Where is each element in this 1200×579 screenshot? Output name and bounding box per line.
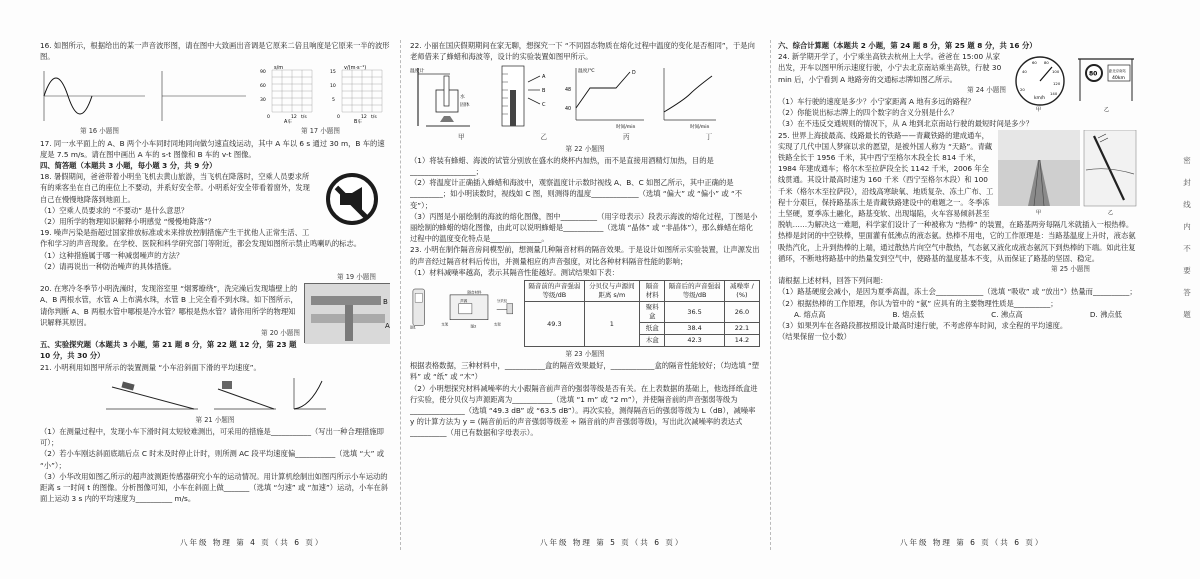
- svg-text:80: 80: [1044, 60, 1049, 66]
- page-4-column: [40, 40, 390, 550]
- question-24-1: （1）车行驶的速度是多少？小宁家距离 A 地有多远的路程？: [778, 97, 975, 107]
- figure-row-16-17: [40, 64, 390, 124]
- question-23-3: （2）小明想探究材料减噪率的大小跟隔音前声音的强弱等级是否有关。在上表数据的基础上，他选择纸盒进行实验，使分贝仪与声源距离为___________（选填 “1 m” 或 “2 m”），并使隔音前的声音强弱等级为_______________（选填 “49.3 dB” 或 “63.5 dB”）。再次实验，测得隔音后的强弱等级为 L（dB），减噪率 y 的计算方法为 y = (隔音前后的声音强弱等级差 ÷ 隔音前的声音强弱等级)，写出此次减噪率的表达式__________（用已有数据和字母表示）。: [410, 383, 758, 438]
- no-horn-sign: [326, 173, 378, 225]
- svg-text:40: 40: [565, 107, 572, 113]
- svg-text:A: A: [385, 322, 390, 331]
- svg-text:t/s: t/s: [301, 115, 307, 121]
- svg-text:120: 120: [1053, 81, 1061, 87]
- svg-text:距北京南站: 距北京南站: [1109, 69, 1126, 74]
- figure-24: [1010, 51, 1138, 113]
- question-25: 25. 世界上海拔最高、线路最长的铁路——青藏铁路的建成通车，实现了几代中国人梦寐以求的愿望，是被外国人称为 “天路”。青藏铁路全长于 1956 千米，其中西宁至格尔木段全长 814 千米，1984 年建成通车；格尔木至拉萨段全长 1142 千米，2006 年全线贯通。其设计最高时速为 160 千米（西宁至格尔木段）和 100 千米（格尔木至拉萨段），沿线高寒缺氧、地质复杂、冻土广布、工程十分艰巨，保持路基冻土是青藏铁路建设中的难题之一。冬季冻土坚硬，夏季冻土融化，路基变软、出现塌陷，火车容易倾斜甚至脱轨……为解决这一难题，科学家们设计了一种被称为 “热棒” 的装置，在路基两旁每隔几米就插入一根热棒。热棒是封闭的中空铁棒，里面灌有低沸点的液态氨。热棒不用电，它的工作原理是：当路基温度上升时，液态氨吸热汽化，上升到热棒的上端，通过散热片向空气中散热，气态氨又液化成液态氨沉下到热棒的下端。如此往复循环，不断地将路基中的热量发到空气中，使路基的温度基本不变，从而保证了路基的坚固、稳定。: [778, 130, 1136, 263]
- svg-text:0: 0: [337, 115, 340, 121]
- svg-text:km/h: km/h: [1034, 96, 1046, 102]
- svg-text:100: 100: [1052, 69, 1060, 75]
- question-20: 20. 在寒冷冬季节小明洗澡时，发现浴室里 “烟雾缭绕”，洗完澡后发现墙壁上的 A、B 两根水管，水管 A 上布满水珠，水管 B 上完全看不到水珠。如下图所示，请你判断 A、B 两根水管中哪根是冷水管？哪根是热水管？请你用所学的物理知识解释其原因。: [40, 284, 298, 327]
- question-23-2: 根据表格数据，三种材料中，___________盒的隔音效果最好，____________盒的隔音性能较好；（均选填 “塑料” 或 “纸” 或 “木”）: [410, 361, 760, 382]
- question-21-1: （1）在测量过程中，发现小车下滑时间太短较难测出，可采用的措施是___________（写出一种合理措施即可）；: [40, 427, 384, 448]
- section-4-heading: 四、简答题（本题共 3 小题，每小题 3 分，共 9 分）: [40, 161, 217, 171]
- soundproof-setup: [434, 280, 519, 336]
- question-18: 18. 暑假期间，爸爸带着小明坐飞机去黄山旅游，当飞机在降落时，空乘人员要求所有的乘客坐在自己的座位上不要动，并系好安全带。小明系好安全带看着窗外，发现自己在慢慢地降落到地面上。: [40, 172, 310, 204]
- question-22-1: （1）将装有蜂蜡、海波的试管分别放在盛水的烧杯内加热，而不是直接用酒精灯加热，目的是__________________；: [410, 155, 714, 177]
- caption-row-16-17: [40, 126, 390, 137]
- column-divider-2: [770, 40, 771, 550]
- question-21-3: （3）小华改用如图乙所示的超声波测距传感器研究小车的运动情况。用计算机绘制出如图丙所示小车运动的距离 s 一时间 t 的图像。分析图像可知，小车在斜面上做_______（选填 “匀速” 或 “加速”）运动，小车在斜面上运动 3 s 内的平均速度为__________ m/s。: [40, 471, 389, 504]
- question-17: 17. 同一水平面上的 A、B 两个小车同时同地同向做匀速直线运动，其中 A 车以 6 s 通过 30 m，B 车的速度是 7.5 m/s。请在图中画出 A 车的 s-t 图像和 B 车的 v-t 图像。: [40, 138, 385, 159]
- question-25-3: （3）如果列车在各路段都按照设计最高时速行驶，不考虑停车时间，求全程的平均速度。: [778, 321, 1068, 331]
- option-c: C. 沸点高: [991, 309, 1023, 319]
- figure-row-22: [410, 64, 760, 130]
- question-25-1: （1）路基硬度会减小，是因为夏季高温，冻土会_____________（选填 “吸收” 或 “放出”）热量而__________；: [778, 287, 1137, 297]
- caption-17: 第 17 小题图: [301, 127, 340, 136]
- s-t-graph-21: [288, 375, 328, 413]
- svg-text:80: 80: [1089, 70, 1098, 78]
- incline-figure-b: [210, 375, 280, 413]
- question-22: 22. 小丽在国庆假期期间在家无聊，想探究一下 “不同固态物质在熔化过程中温度的变化是否相同”，于是向老师借来了蜂蜡和海波等，设计的实验装置如图甲所示。: [410, 41, 755, 62]
- svg-text:10: 10: [330, 84, 336, 90]
- thermometer-reading: [488, 64, 558, 130]
- options-row: [778, 309, 1138, 320]
- svg-text:甲: 甲: [1036, 107, 1042, 114]
- svg-text:B: B: [383, 298, 388, 307]
- page-5-column: [410, 40, 760, 550]
- soundproof-table: 隔音前的声音强弱等级/dB 分贝仪与声源间距离 s/m 隔音材料 隔音后的声音强弱等级/dB 减噪率 / (%) 49.3 1 聚料盒 36.5 26.0 纸盒 38.4 22.1 木盒 42.3 14.2: [524, 280, 760, 347]
- decibel-meter: [410, 280, 428, 336]
- svg-text:D: D: [632, 71, 636, 77]
- question-24: 24. 新学期开学了，小宁乘坐高铁去杭州上大学。爸爸在 15:00 从家出发，开车以图甲所示速度行驶，小宁去北京南站乘坐高铁，行驶 30 min 后，小宁看到 A 地路旁的交通标志牌如图乙所示。: [778, 52, 1002, 84]
- incline-figure-a: [102, 375, 202, 413]
- svg-text:A: A: [542, 74, 546, 81]
- page-5-footer: 八年级 物理 第 5 页（共 6 页）: [540, 538, 685, 547]
- question-24-3: （3）在不违反交通规则的情况下，从 A 地到北京南站行驶的最短时间是多少？: [778, 119, 1034, 129]
- speedometer-and-sign: [1010, 51, 1138, 113]
- svg-text:温度/℃: 温度/℃: [578, 69, 595, 75]
- page-6-column: [778, 40, 1138, 550]
- svg-text:12: 12: [361, 115, 367, 121]
- svg-text:140: 140: [1050, 91, 1058, 97]
- figure-row-21: [40, 375, 390, 413]
- caption-24: 第 24 小题图: [967, 85, 1006, 94]
- figure-labels-22: 甲 乙 丙 丁: [457, 133, 713, 142]
- question-19-2: （2）请再说出一种防治噪声的具体措施。: [40, 261, 176, 271]
- railway-and-heat-pipe: [998, 130, 1138, 216]
- table-row: 纸盒 38.4 22.1: [525, 323, 760, 335]
- question-18-1: （1）空乘人员要求的 “不要动” 是什么意思？: [40, 205, 189, 215]
- wave-figure: [40, 68, 150, 124]
- option-b: B. 熔点低: [892, 309, 925, 319]
- v-t-grid: [328, 64, 390, 124]
- svg-text:s/m: s/m: [274, 65, 284, 72]
- question-25-intro: 请根据上述材料，回答下列问题：: [778, 276, 888, 286]
- svg-text:15: 15: [330, 70, 336, 76]
- table-row: 49.3 1 聚料盒 36.5 26.0: [525, 302, 760, 323]
- svg-text:90: 90: [260, 70, 266, 76]
- svg-text:水: 水: [460, 95, 465, 101]
- heating-apparatus: [410, 64, 482, 130]
- svg-text:分贝仪: 分贝仪: [496, 299, 507, 304]
- svg-text:声源: 声源: [459, 299, 467, 304]
- s-t-grid: [258, 64, 320, 124]
- column-divider: [400, 40, 401, 550]
- svg-text:图1: 图1: [410, 325, 416, 330]
- svg-text:隔音材料: 隔音材料: [467, 290, 482, 295]
- figure-row-23: [410, 280, 760, 347]
- svg-text:60: 60: [1032, 60, 1037, 66]
- section-6-heading: 六、综合计算题（本题共 2 小题，第 24 题 8 分，第 25 题 8 分，共 16 分）: [778, 41, 1037, 50]
- svg-text:固体: 固体: [460, 103, 470, 109]
- caption-22: 第 22 小题图: [565, 144, 605, 153]
- svg-text:30: 30: [260, 98, 266, 104]
- question-23-1: （1）材料减噪率越高，表示其隔音性能越好。测试结果如下表：: [410, 267, 619, 277]
- svg-text:图2: 图2: [469, 324, 476, 329]
- caption-20: 第 20 小题图: [261, 329, 300, 338]
- svg-text:20: 20: [1020, 87, 1025, 93]
- svg-text:A车: A车: [284, 120, 293, 125]
- caption-23: 第 23 小题图: [565, 350, 605, 359]
- svg-text:甲: 甲: [1036, 209, 1042, 216]
- no-horn-sign-figure: [318, 171, 390, 229]
- melting-curve-wax: [564, 64, 650, 130]
- blank-wave-area: [158, 68, 250, 124]
- caption-25: 第 25 小题图: [1051, 265, 1090, 274]
- svg-text:时间/min: 时间/min: [690, 125, 710, 131]
- question-25-2: （2）根据热棒的工作原理，你认为管中的 “氨” 应具有的主要物理性质是__________；: [778, 298, 1058, 308]
- svg-text:60: 60: [260, 84, 266, 90]
- question-16: 16. 如图所示，根据给出的某一声音波形图，请在图中大致画出音调是它原来二倍且响度是它原来一半的波形图。: [40, 41, 390, 62]
- svg-text:40km: 40km: [1112, 76, 1125, 82]
- melting-curve-crystal: [656, 64, 720, 130]
- table-row: 木盒 42.3 14.2: [525, 335, 760, 347]
- question-18-2: （2）用所学的物理知识解释小明感觉 “慢慢地降落”？: [40, 217, 216, 227]
- section-5-heading: 五、实验探究题（本题共 3 小题，第 21 题 8 分，第 22 题 12 分，第 23 题 10 分，共 30 分）: [40, 340, 297, 361]
- svg-text:48: 48: [565, 88, 572, 94]
- question-25-note: （结果保留一位小数）: [778, 332, 851, 342]
- svg-text:支架: 支架: [493, 322, 501, 327]
- caption-16: 第 16 小题图: [80, 127, 119, 136]
- option-a: A. 熔点高: [794, 309, 826, 319]
- question-22-3: （3）丙图是小丽绘制的海波的熔化图像，图中__________（用字母表示）段表示海波的熔化过程，丁图是小丽绘制的蜂蜡的熔化图像，由此可以说明蜂蜡是___________（选填 “晶体” 或 “非晶体”），那么蜂蜡在熔化过程中的温度变化特点是______________。: [410, 211, 758, 244]
- svg-text:t/s: t/s: [371, 115, 377, 121]
- question-19-1: （1）这种措施属于哪一种减弱噪声的方法？: [40, 250, 184, 260]
- figure-25: [998, 130, 1138, 216]
- question-23: 23. 小明在制作隔音房间模型前，想测量几种隔音材料的隔音效果。于是设计如图所示实验装置，让声源发出的声音经过隔音材料后传出，并测量相应的声音强度，对比各种材料隔音性能的影响；: [410, 245, 760, 266]
- caption-21: 第 21 小题图: [195, 415, 235, 424]
- svg-text:12: 12: [291, 115, 297, 121]
- svg-text:乙: 乙: [1108, 209, 1114, 216]
- svg-text:40: 40: [1022, 69, 1027, 75]
- question-22-2: （2）将温度计正确插入蜂蜡和海波中，观察温度计示数时视线 A、B、C 如图乙所示，其中正确的是_________；如小明读数时，视线如 C 图，则测得的温度_____________（选填 “偏大” 或 “偏小” 或 “不变”）；: [410, 178, 743, 210]
- question-19: 19. 噪声污染是指超过国家排放标准或未来排放控制措施产生干扰他人正常生活、工作和学习的声音现象。在学校、医院和科学研究部门等附近，都会发现如图所示禁止鸣喇叭的标志。: [40, 228, 362, 249]
- svg-text:C: C: [542, 102, 546, 109]
- page-6-footer: 八年级 物理 第 6 页（共 6 页）: [900, 538, 1045, 547]
- question-21-2: （2）若小车刚达斜面底端后点 C 时未及时停止计时，则所测 AC 段平均速度偏___________（选填 “大” 或 “小”）；: [40, 449, 384, 470]
- caption-19: 第 19 小题图: [337, 273, 376, 282]
- svg-text:v/(m·s⁻¹): v/(m·s⁻¹): [344, 65, 367, 72]
- svg-text:B: B: [542, 88, 546, 95]
- question-24-2: （2）你能说出标志牌上的四个数字的含义分别是什么？: [778, 108, 958, 118]
- option-d: D. 沸点低: [1089, 309, 1122, 319]
- svg-text:时间/min: 时间/min: [616, 125, 636, 131]
- page-4-footer: 八年级 物理 第 4 页（共 6 页）: [180, 538, 325, 547]
- question-21: 21. 小明利用如图甲所示的装置测量 “小车沿斜面下滑的平均速度”。: [40, 362, 261, 372]
- svg-text:乙: 乙: [1104, 107, 1110, 114]
- svg-text:B车: B车: [354, 120, 363, 125]
- water-pipes-photo: [304, 283, 390, 343]
- svg-text:支架: 支架: [440, 322, 448, 327]
- svg-text:5: 5: [332, 98, 335, 104]
- binding-line-text: 密 封 线 内 不 要 答 题: [1183, 156, 1191, 319]
- svg-text:0: 0: [267, 115, 270, 121]
- svg-text:温度计: 温度计: [410, 69, 425, 75]
